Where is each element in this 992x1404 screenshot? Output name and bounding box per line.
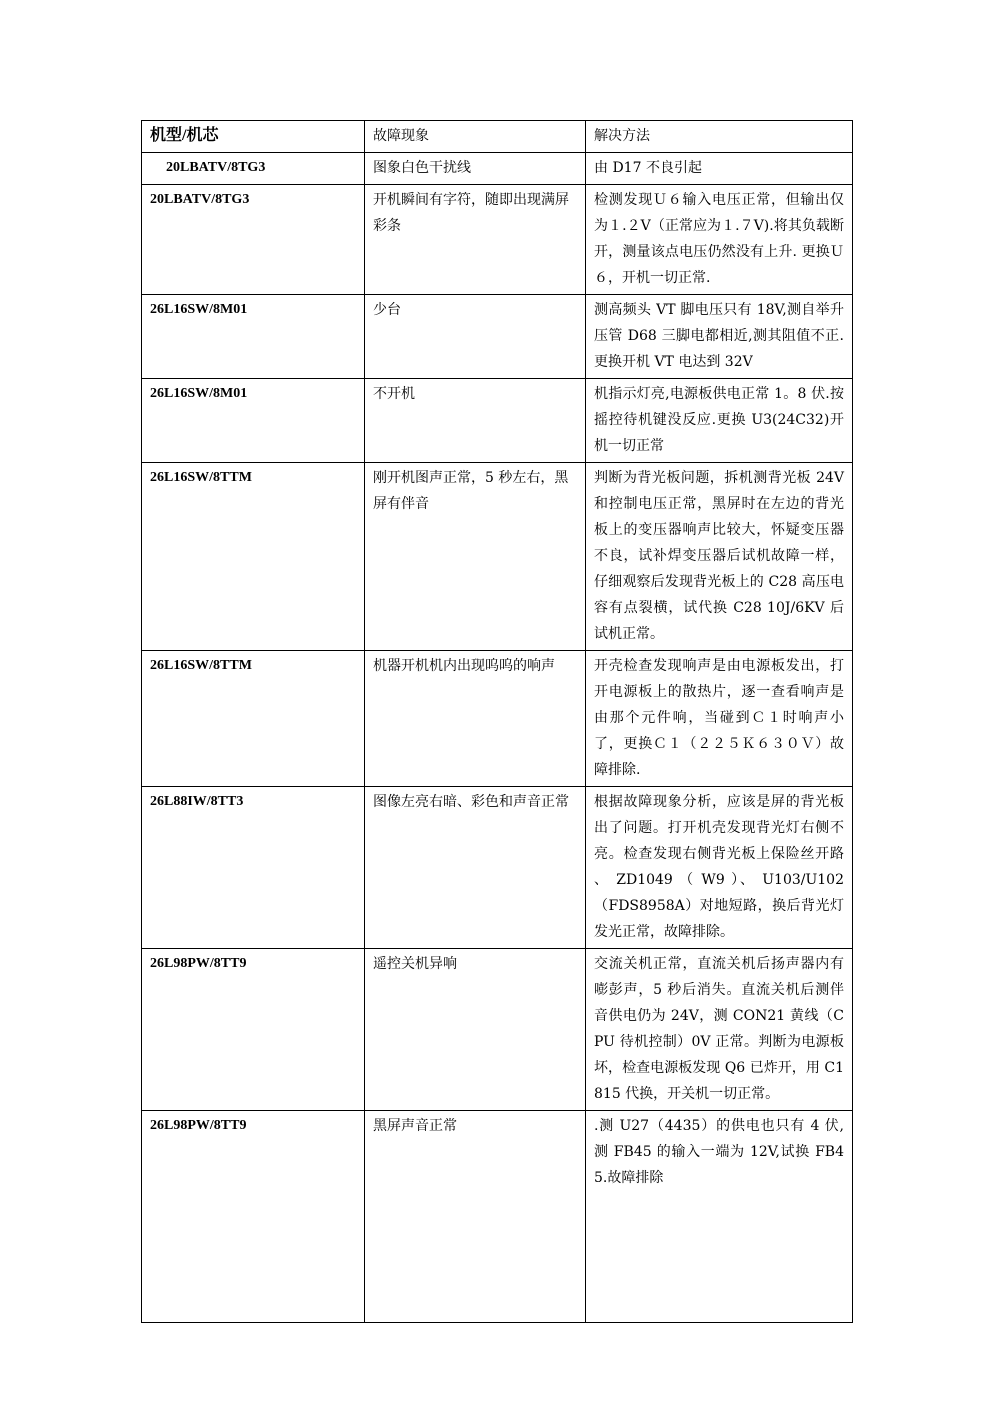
table-row <box>142 949 853 1111</box>
symptom-cell: 机器开机机内出现呜呜的响声 <box>365 651 586 787</box>
model-cell: 26L88IW/8TT3 <box>142 787 365 949</box>
symptom-cell: 图像左亮右暗、彩色和声音正常 <box>365 787 586 949</box>
solution-cell: .测 U27（4435）的供电也只有 4 伏,测 FB45 的输入一端为 12V,试换 FB45.故障排除 <box>586 1111 853 1323</box>
table-row <box>142 651 853 787</box>
header-model: 机型/机芯 <box>142 121 365 153</box>
table-row <box>142 379 853 463</box>
solution-cell: 开壳检查发现响声是由电源板发出，打开电源板上的散热片，逐一查看响声是由那个元件响，当碰到Ｃ１时响声小了，更换Ｃ１（２２５Ｋ６３０Ｖ）故障排除. <box>586 651 853 787</box>
solution-cell: 根据故障现象分析，应该是屏的背光板出了问题。打开机壳发现背光灯右侧不亮。检查发现右侧背光板上保险丝开路 、 ZD1049 （ W9 ）、 U103/U102（FDS8958A）对地短路，换后背光灯发光正常，故障排除。 <box>586 787 853 949</box>
symptom-cell: 少台 <box>365 295 586 379</box>
solution-cell: 机指示灯亮,电源板供电正常 1。8 伏.按摇控待机键没反应.更换 U3(24C32)开机一切正常 <box>586 379 853 463</box>
solution-cell: 测高频头 VT 脚电压只有 18V,测自举升压管 D68 三脚电都相近,测其阻值不正.更换开机 VT 电达到 32V <box>586 295 853 379</box>
symptom-cell: 遥控关机异响 <box>365 949 586 1111</box>
model-cell: 20LBATV/8TG3 <box>142 153 365 185</box>
solution-cell: 由 D17 不良引起 <box>586 153 853 185</box>
header-row <box>142 121 853 153</box>
model-cell: 26L98PW/8TT9 <box>142 949 365 1111</box>
model-cell: 26L98PW/8TT9 <box>142 1111 365 1323</box>
solution-cell: 检测发现Ｕ６输入电压正常，但输出仅为１.２V（正常应为１.７V).将其负载断开，测量该点电压仍然没有上升. 更换Ｕ６，开机一切正常. <box>586 185 853 295</box>
symptom-cell: 黑屏声音正常 <box>365 1111 586 1323</box>
model-cell: 26L16SW/8M01 <box>142 295 365 379</box>
table-row <box>142 295 853 379</box>
solution-cell: 交流关机正常，直流关机后扬声器内有嘭彭声，5 秒后消失。直流关机后测伴音供电仍为 24V，测 CON21 黄线（CPU 待机控制）0V 正常。判断为电源板坏，检查电源板发现 Q6 已炸开，用 C1815 代换，开关机一切正常。 <box>586 949 853 1111</box>
model-cell: 26L16SW/8M01 <box>142 379 365 463</box>
symptom-cell: 刚开机图声正常，5 秒左右，黑屏有伴音 <box>365 463 586 651</box>
table-row <box>142 787 853 949</box>
table-row <box>142 153 853 185</box>
repair-table <box>141 120 853 1323</box>
symptom-cell: 开机瞬间有字符，随即出现满屏彩条 <box>365 185 586 295</box>
header-symptom: 故障现象 <box>365 121 586 153</box>
solution-cell: 判断为背光板问题，拆机测背光板 24V 和控制电压正常，黑屏时在左边的背光板上的变压器响声比较大，怀疑变压器不良，试补焊变压器后试机故障一样，仔细观察后发现背光板上的 C28 高压电容有点裂横，试代换 C28 10J/6KV 后试机正常。 <box>586 463 853 651</box>
table-row <box>142 1111 853 1323</box>
header-solution: 解决方法 <box>586 121 853 153</box>
table-row <box>142 463 853 651</box>
model-cell: 20LBATV/8TG3 <box>142 185 365 295</box>
symptom-cell: 不开机 <box>365 379 586 463</box>
symptom-cell: 图象白色干扰线 <box>365 153 586 185</box>
model-cell: 26L16SW/8TTM <box>142 463 365 651</box>
model-cell: 26L16SW/8TTM <box>142 651 365 787</box>
table-row <box>142 185 853 295</box>
